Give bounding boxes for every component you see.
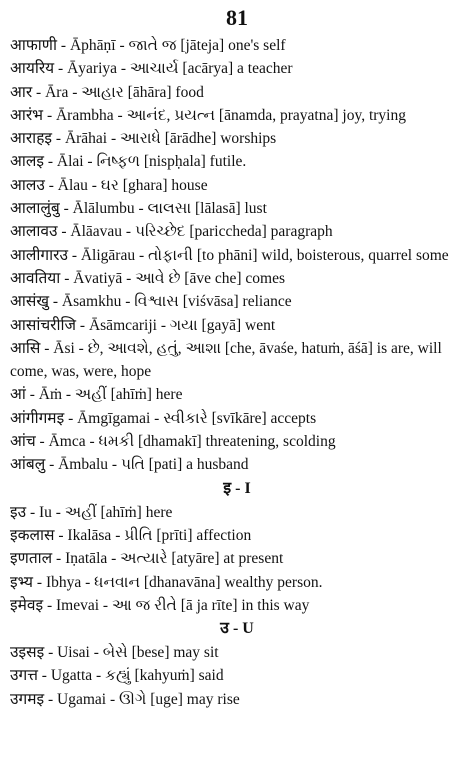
entry-line: आयरिय - Āyariya - આચાર્ય [acārya] a teacher bbox=[10, 60, 293, 78]
entry-line: आर - Āra - આહાર [āhāra] food bbox=[10, 83, 204, 101]
entry-line: आलीगारउ - Āligārau - તોફાની [to phāni] wild, boisterous, quarrel some bbox=[10, 246, 449, 264]
entry-line: इभ्य - Ibhya - ધનવાન [dhanavāna] wealthy person. bbox=[10, 573, 323, 591]
entry-line: आरंभ - Ārambha - આનંદ, પ્રયત્ન [ānamda, prayatna] joy, trying bbox=[10, 106, 406, 124]
entry-line: आसंखु - Āsamkhu - વિશ્વાસ [viśvāsa] reliance bbox=[10, 293, 292, 311]
entry-line: आंबलु - Āmbalu - પતિ [pati] a husband bbox=[10, 456, 249, 474]
entry-line: इउ - Iu - અહીં [ahīṁ] here bbox=[10, 503, 173, 521]
section-heading: उ - U bbox=[220, 620, 254, 638]
entry-line: इकलास - Ikalāsa - પ્રીતિ [prīti] affection bbox=[10, 526, 252, 544]
entry-line: इणताल - Iṇatāla - અત્યારે [atyāre] at present bbox=[10, 550, 284, 568]
entry-line: आंगीगमइ - Āmgīgamai - સ્વીકારે [svīkāre] accepts bbox=[10, 409, 317, 427]
entry-line: इमेवइ - Imevai - આ જ રીતે [ā ja rīte] in this way bbox=[10, 596, 310, 614]
entry-line: आफाणी - Āphāṇī - જાતે જ [jāteja] one's self bbox=[10, 37, 286, 54]
entry-line: उइसइ - Uisai - બેસે [bese] may sit bbox=[10, 644, 219, 662]
entry-line: उगत्त - Ugatta - કહ્યું [kahyuṁ] said bbox=[10, 667, 224, 685]
entry-line: आलालुंबु - Ālālumbu - લાલસા [lālasā] lust bbox=[10, 200, 267, 218]
entry-line: आलइ - Ālai - નિષ્ફળ [nispḥala] futile. bbox=[10, 153, 247, 171]
section-heading: इ - I bbox=[223, 479, 251, 497]
entry-line: उगमइ - Ugamai - ઊગે [uge] may rise bbox=[10, 690, 240, 708]
entry-line: आसि - Āsi - છે, આવશે, હતું, આશા [che, āvaśe, hatuṁ, āśā] is are, will come, was, were, hope bbox=[10, 339, 442, 381]
entry-line: आलावउ - Ālāavau - પરિચ્છેદ [pariccheda] paragraph bbox=[10, 223, 333, 241]
entry-line: आवतिया - Āvatiyā - આવે છે [āve che] comes bbox=[10, 269, 285, 287]
entry-line: आंच - Āmca - ધમકી [dhamakī] threatening, scolding bbox=[10, 433, 336, 451]
page-number: 81 bbox=[226, 5, 248, 30]
entry-line: आसांचरीजि - Āsāmcariji - ગયા [gayā] went bbox=[10, 316, 276, 334]
entry-line: आं - Āṁ - અહીં [ahīṁ] here bbox=[10, 386, 183, 404]
entry-line: आलउ - Ālau - ઘર [ghara] house bbox=[10, 176, 208, 194]
entry-line: आराहइ - Ārāhai - આરાધે [ārādhe] worships bbox=[10, 130, 277, 148]
